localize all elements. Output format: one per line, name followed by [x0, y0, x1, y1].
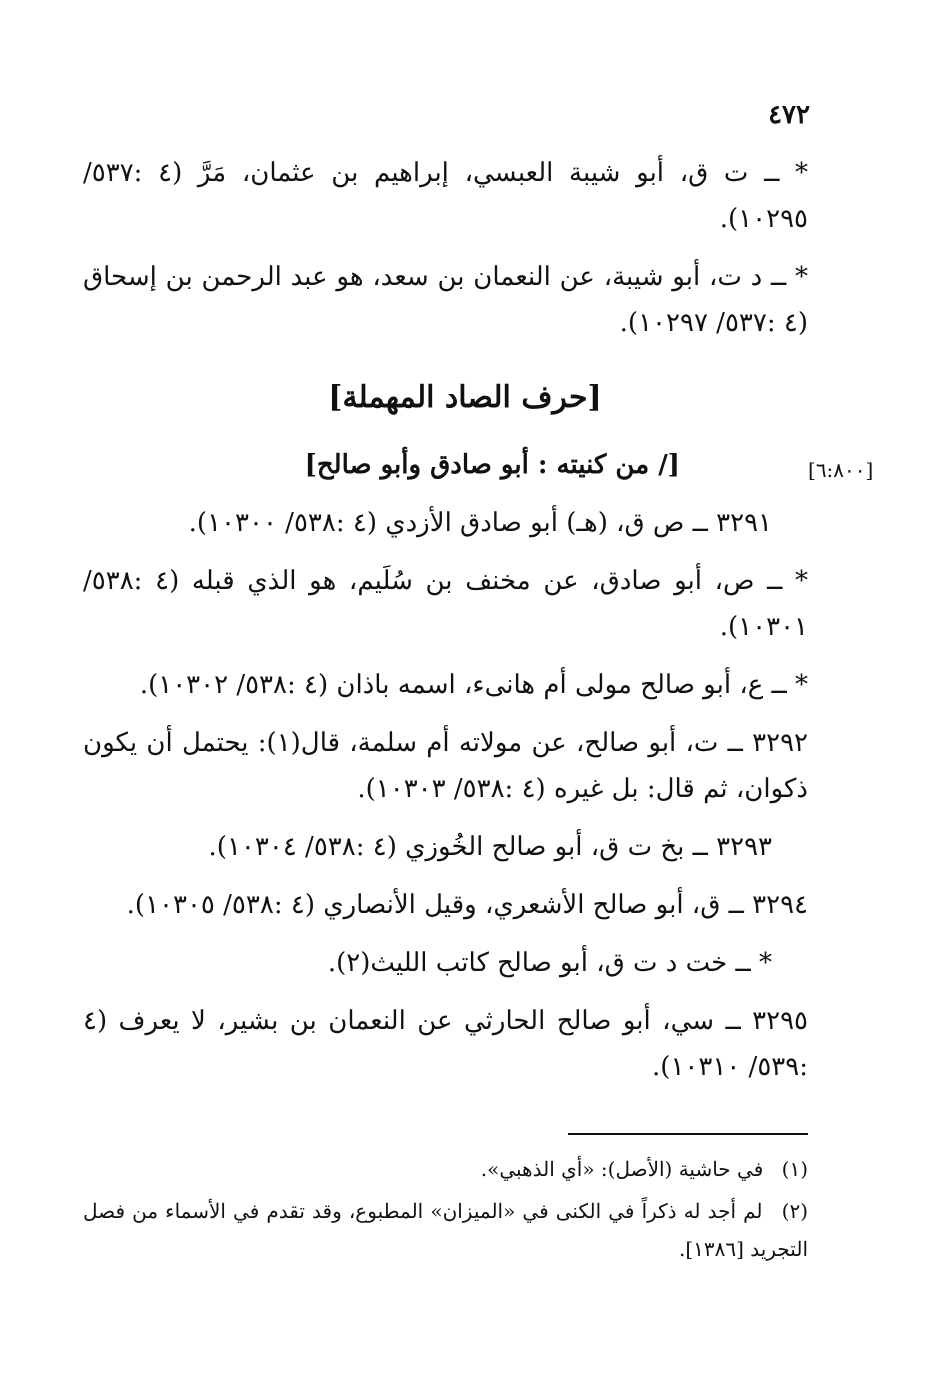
entries-list	[83, 500, 808, 1102]
footnote-number: (٢)	[781, 1199, 809, 1223]
section-title: [حرف الصاد المهملة]	[328, 380, 602, 415]
entry-text: * ــ ص، أبو صادق، عن مخنف بن سُلَيم، هو الذي قبله (٤ :٥٣٨/ ١٠٣٠١).	[83, 566, 808, 642]
footnote-divider	[568, 1133, 808, 1135]
footnotes	[83, 1150, 808, 1272]
entry-text: * ــ ت ق، أبو شيبة العبسي، إبراهيم بن عثمان، مَرَّ (٤ :٥٣٧/ ١٠٢٩٥).	[83, 158, 808, 234]
footnote-text: في حاشية (الأصل): «أي الذهبي».	[480, 1157, 764, 1181]
entry-text: * ــ د ت، أبو شيبة، عن النعمان بن سعد، هو عبد الرحمن بن إسحاق (٤ :٥٣٧/ ١٠٢٩٧).	[83, 262, 808, 338]
footnote-text: لم أجد له ذكراً في الكنى في «الميزان» المطبوع، وقد تقدم في الأسماء من فصل التجريد [١٣٨٦].	[83, 1199, 808, 1261]
entry-text: * ــ ع، أبو صالح مولى أم هانىء، اسمه باذان (٤ :٥٣٨/ ١٠٣٠٢).	[139, 670, 808, 700]
footnote	[83, 1150, 808, 1188]
subheading: [/ من كنيته : أبو صادق وأبو صالح]	[304, 450, 680, 480]
margin-reference: [٦:٨٠٠]	[808, 458, 874, 482]
entry-text: ٣٢٩٣ ــ بخ ت ق، أبو صالح الخُوزي (٤ :٥٣٨/ ١٠٣٠٤).	[208, 832, 772, 862]
footnote	[83, 1192, 808, 1268]
entry-text: ٣٢٩٤ ــ ق، أبو صالح الأشعري، وقيل الأنصاري (٤ :٥٣٨/ ١٠٣٠٥).	[126, 890, 808, 920]
entry-text: ٣٢٩٥ ــ سي، أبو صالح الحارثي عن النعمان بن بشير، لا يعرف (٤ :٥٣٩/ ١٠٣١٠).	[83, 1006, 808, 1082]
top-entries	[83, 150, 808, 358]
footnote-number: (١)	[781, 1157, 808, 1181]
entry-text: * ــ خت د ت ق، أبو صالح كاتب الليث(٢).	[327, 948, 772, 978]
page-number: ٤٧٢	[768, 100, 810, 130]
entry-text: ٣٢٩١ ــ ص ق، (هـ) أبو صادق الأزدي (٤ :٥٣٨/ ١٠٣٠٠).	[188, 508, 772, 538]
entry-text: ٣٢٩٢ ــ ت، أبو صالح، عن مولاته أم سلمة، قال(١): يحتمل أن يكون ذكوان، ثم قال: بل غيره (٤ :٥٣٨/ ١٠٣٠٣).	[83, 728, 808, 804]
